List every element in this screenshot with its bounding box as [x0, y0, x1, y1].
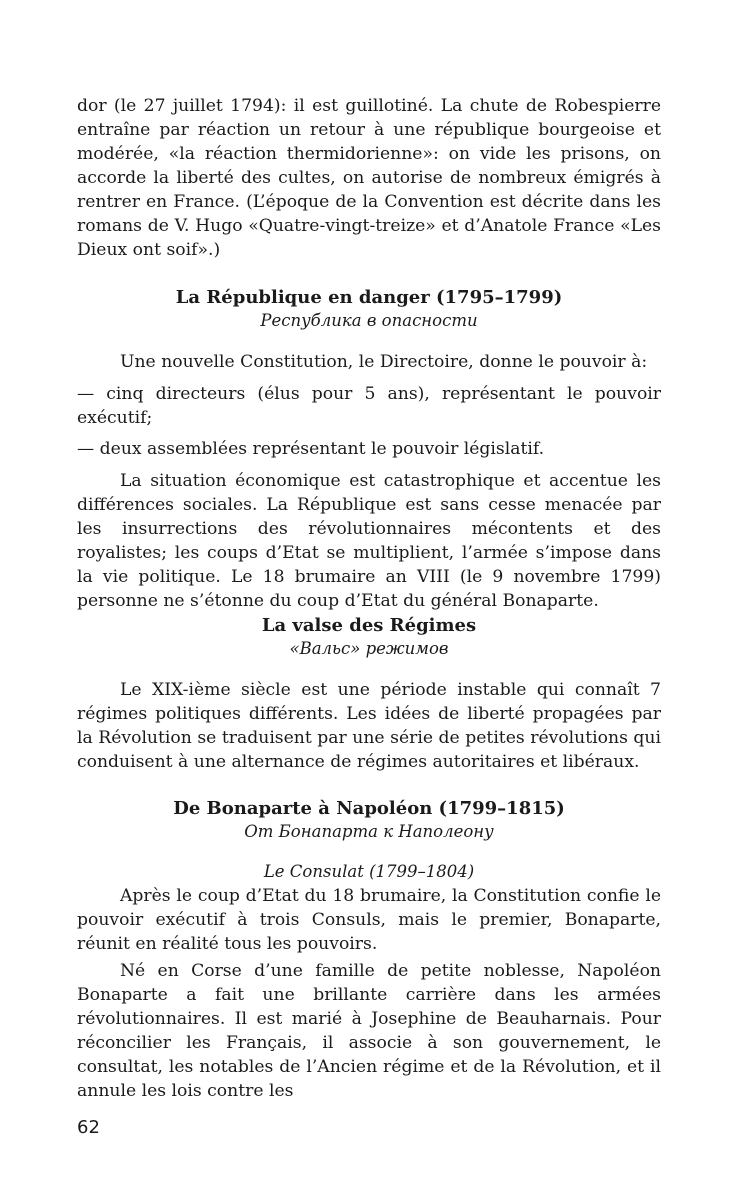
subsection-title-consulat: Le Consulat (1799–1804)	[263, 862, 475, 881]
section-title-fr: La République en danger (1795–1799)	[175, 287, 563, 308]
section-heading-valse	[77, 614, 661, 660]
body-paragraph: Né en Corse d’une famille de petite noblesse, Napoléon Bonaparte a fait une brillante carrière dans les armées révolutionnaires. Il est marié à Josephine de Beauharnais. Pour réconcilier les Français, il associe à son gouvernement, le consultat, les notables de l’Ancien régime et de la Révolution, et il annule les lois contre les	[77, 961, 661, 1101]
section-body-bonaparte	[77, 884, 661, 1103]
section-title-fr: La valse des Régimes	[261, 615, 477, 636]
section-heading-republique	[77, 286, 661, 332]
section-title-ru: «Вальс» режимов	[289, 639, 449, 658]
section-body-republique	[77, 350, 661, 613]
body-paragraph: Après le coup d’Etat du 18 brumaire, la Constitution confie le pouvoir exécutif à trois Consuls, mais le premier, Bonaparte, réunit en réalité tous les pouvoirs.	[77, 886, 661, 954]
section-title-fr: De Bonaparte à Napoléon (1799–1815)	[173, 798, 565, 819]
section-body-valse	[77, 678, 661, 774]
body-paragraph: Le XIX-ième siècle est une période instable qui connaît 7 régimes politiques différents. Les idées de liberté propagées par la Révolution se traduisent par une série de petites révolutions qui conduisent à une alternance de régimes autoritaires et libéraux.	[77, 680, 661, 772]
intro-text	[77, 94, 661, 262]
section-title-ru: От Бонапарта к Наполеону	[244, 822, 494, 841]
list-item: — cinq directeurs (élus pour 5 ans), représentant le pouvoir exécutif;	[77, 384, 661, 428]
page-number: 62	[77, 1117, 100, 1138]
intro-paragraph: dor (le 27 juillet 1794): il est guillotiné. La chute de Robespierre entraîne par réaction un retour à une république bourgeoise et modérée, «la réaction thermidorienne»: on vide les prisons, on accorde la liberté des cultes, on autorise de nombreux émigrés à rentrer en France. (L’époque de la Convention est décrite dans les romans de V. Hugo «Quatre-vingt-treize» et d’Anatole France «Les Dieux ont soif».)	[77, 96, 661, 260]
body-paragraph: La situation économique est catastrophique et accentue les différences sociales. La République est sans cesse menacée par les insurrections des révolutionnaires mécontents et des royalistes; les coups d’Etat se multiplient, l’armée s’impose dans la vie politique. Le 18 brumaire an VIII (le 9 novembre 1799) personne ne s’étonne du coup d’Etat du général Bonaparte.	[77, 471, 661, 611]
section-title-ru: Республика в опасности	[260, 311, 478, 330]
directoire-intro: Une nouvelle Constitution, le Directoire, donne le pouvoir à:	[120, 352, 648, 372]
list-item: — deux assemblées représentant le pouvoir législatif.	[77, 439, 545, 459]
section-heading-bonaparte	[77, 797, 661, 843]
